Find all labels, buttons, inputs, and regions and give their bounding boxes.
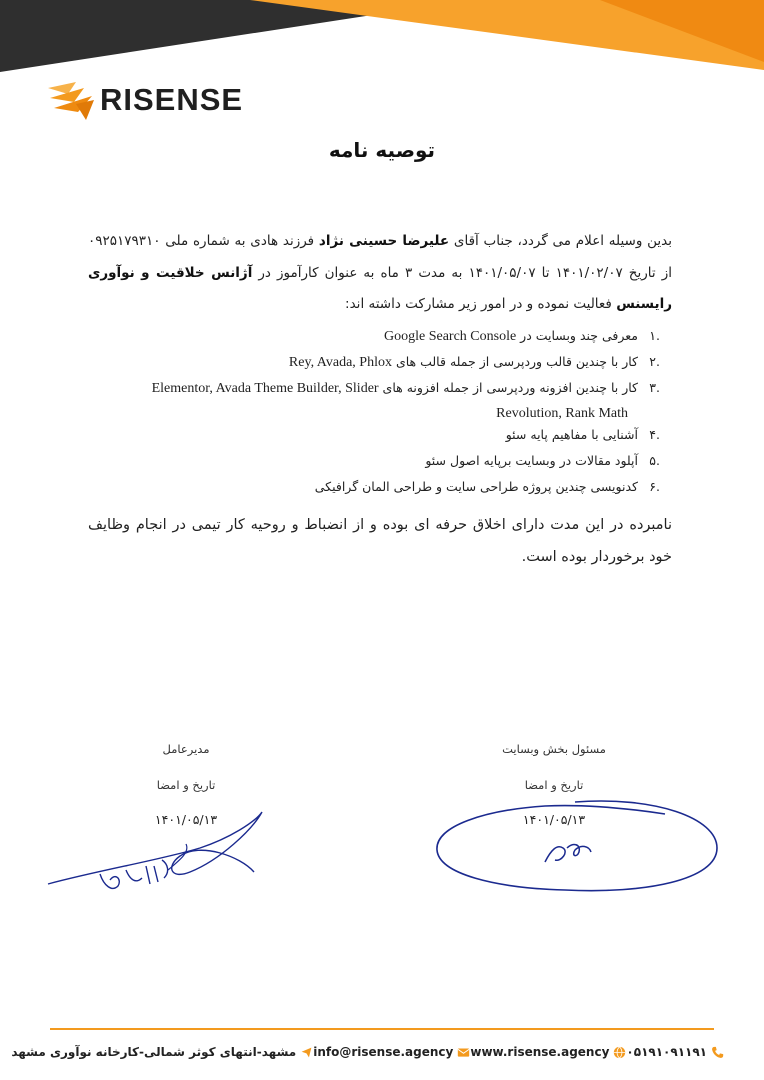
footer bbox=[11, 1041, 724, 1063]
list-item-text: کار با چندین افزونه وردپرسی از جمله افزونه های bbox=[378, 380, 638, 395]
intro-text-3: فعالیت نموده و در امور زیر مشارکت داشته اند: bbox=[345, 296, 617, 312]
list-item-text: کدنویسی چندین پروژه طراحی سایت و طراحی المان گرافیکی bbox=[314, 479, 638, 494]
web-lead-sign-date: ۱۴۰۱/۰۵/۱۳ bbox=[522, 812, 586, 827]
footer-phone-text: ۰۵۱۹۱۰۹۱۱۹۱ bbox=[626, 1045, 707, 1059]
intro-text-1: بدین وسیله اعلام می گردد، جناب آقای bbox=[449, 233, 672, 249]
list-item-english-continued: Revolution, Rank Math bbox=[496, 406, 628, 421]
footer-phone bbox=[626, 1045, 724, 1059]
footer-email-text: info@risense.agency bbox=[313, 1045, 454, 1059]
ceo-signature bbox=[40, 800, 280, 900]
intro-text-2: فرزند هادی به شماره ملی ۰۹۲۵۱۷۹۳۱۰ از تاریخ ۱۴۰۱/۰۲/۰۷ تا ۱۴۰۱/۰۵/۰۷ به مدت ۳ ماه به عنوان کارآموز در bbox=[88, 233, 673, 281]
ceo-role-label: مدیرعامل bbox=[162, 742, 210, 756]
risense-logo-icon bbox=[46, 80, 96, 122]
list-item-number: .۴ bbox=[649, 427, 660, 442]
list-item-text: آپلود مقالات در وبسایت برپایه اصول سئو bbox=[425, 453, 638, 468]
intro-paragraph bbox=[88, 226, 672, 321]
letter-title: توصیه نامه bbox=[328, 138, 436, 162]
list-item-number: .۵ bbox=[649, 453, 660, 468]
list-item-english: Rey, Avada, Phlox bbox=[288, 355, 392, 370]
brand-name: RISENSE bbox=[100, 82, 244, 117]
footer-email[interactable] bbox=[313, 1045, 470, 1059]
list-item-number: .۶ bbox=[649, 479, 660, 494]
footer-divider bbox=[50, 1028, 714, 1030]
list-item-text: آشنایی با مفاهیم پایه سئو bbox=[505, 427, 638, 442]
list-item-english: Google Search Console bbox=[383, 329, 517, 344]
list-item bbox=[288, 350, 660, 375]
web-lead-role-label: مسئول بخش وبسایت bbox=[502, 742, 606, 756]
ceo-sign-label: تاریخ و امضا bbox=[156, 778, 216, 792]
list-item-number: .۳ bbox=[649, 380, 660, 395]
list-item bbox=[505, 423, 660, 447]
list-item bbox=[383, 324, 660, 349]
footer-website-text: www.risense.agency bbox=[470, 1045, 610, 1059]
footer-website[interactable] bbox=[470, 1045, 626, 1059]
closing-paragraph: نامبرده در این مدت دارای اخلاق حرفه ای بوده و از انضباط و روحیه کار تیمی در انجام وظایف خود برخوردار بوده است. bbox=[88, 517, 672, 565]
list-item-number: .۲ bbox=[649, 354, 660, 369]
list-item bbox=[151, 376, 660, 401]
list-item bbox=[314, 475, 660, 499]
agency-name: آژانس خلاقیت و نوآوری رایسنس bbox=[88, 264, 672, 312]
web-lead-signature bbox=[425, 790, 725, 900]
list-item-text: کار با چندین قالب وردپرسی از جمله قالب های bbox=[391, 354, 638, 369]
footer-address-text: مشهد-انتهای کوثر شمالی-کارخانه نوآوری مشهد bbox=[11, 1045, 297, 1059]
list-item bbox=[425, 449, 660, 473]
email-icon bbox=[457, 1046, 470, 1059]
list-item-english: Elementor, Avada Theme Builder, Slider bbox=[151, 381, 379, 396]
header-corner-decoration bbox=[0, 0, 764, 80]
list-item-text: معرفی چند وبسایت در bbox=[516, 328, 638, 343]
web-lead-sign-label: تاریخ و امضا bbox=[524, 778, 584, 792]
phone-icon bbox=[711, 1046, 724, 1059]
ceo-sign-date: ۱۴۰۱/۰۵/۱۳ bbox=[154, 812, 218, 827]
list-item-number: .۱ bbox=[649, 328, 660, 343]
location-icon bbox=[300, 1046, 313, 1059]
intern-name: علیرضا حسینی نژاد bbox=[318, 233, 450, 249]
footer-address bbox=[11, 1045, 313, 1059]
globe-icon bbox=[613, 1046, 626, 1059]
